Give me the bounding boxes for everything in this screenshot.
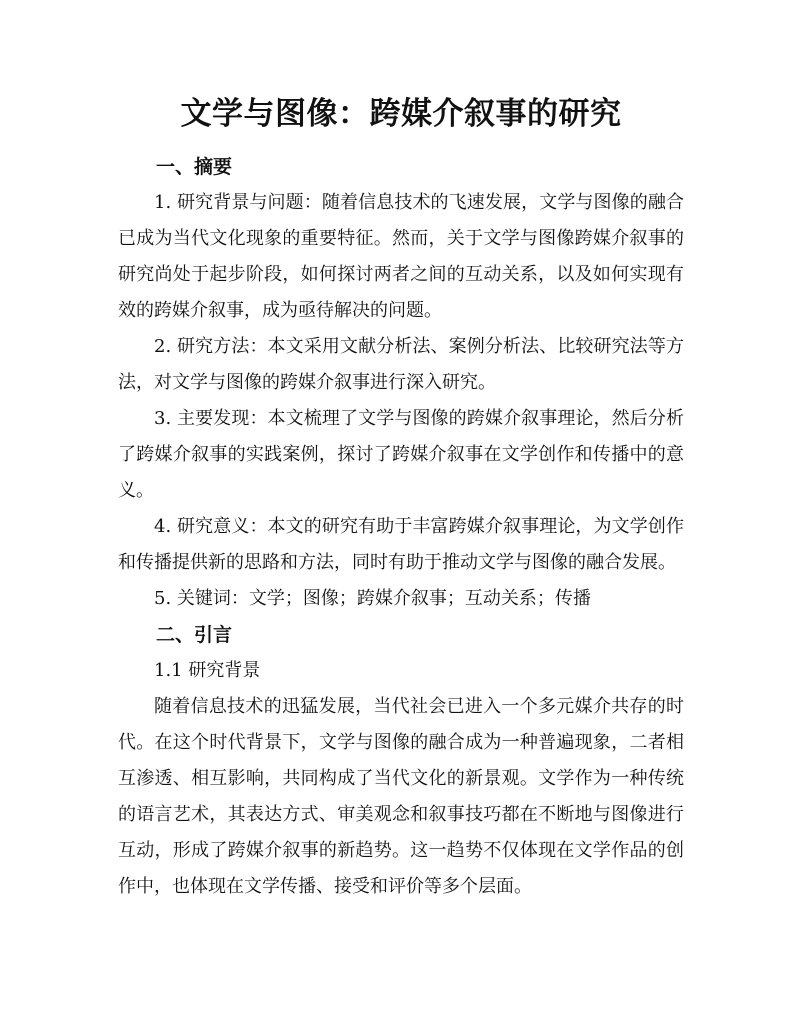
section-heading-abstract: 一、摘要 (156, 156, 233, 178)
abstract-item-findings: 3. 主要发现：本文梳理了文学与图像的跨媒介叙事理论，然后分析了跨媒介叙事的实践案例，探讨了跨媒介叙事在文学创作和传播中的意义。 (118, 408, 684, 501)
document-page (118, 94, 684, 905)
abstract-item-keywords: 5. 关键词：文学；图像；跨媒介叙事；互动关系；传播 (154, 588, 591, 609)
section-heading-introduction: 二、引言 (156, 624, 233, 646)
abstract-item-significance: 4. 研究意义：本文的研究有助于丰富跨媒介叙事理论，为文学创作和传播提供新的思路和方法，同时有助于推动文学与图像的融合发展。 (118, 516, 684, 573)
document-title: 文学与图像：跨媒介叙事的研究 (180, 96, 622, 132)
abstract-item-background: 1. 研究背景与问题：随着信息技术的飞速发展，文学与图像的融合已成为当代文化现象的重要特征。然而，关于文学与图像跨媒介叙事的研究尚处于起步阶段，如何探讨两者之间的互动关系，以及如何实现有效的跨媒介叙事，成为亟待解决的问题。 (118, 192, 684, 321)
abstract-item-methods: 2. 研究方法：本文采用文献分析法、案例分析法、比较研究法等方法，对文学与图像的跨媒介叙事进行深入研究。 (118, 336, 684, 393)
subsection-heading-background: 1.1 研究背景 (154, 660, 261, 681)
introduction-paragraph: 随着信息技术的迅猛发展，当代社会已进入一个多元媒介共存的时代。在这个时代背景下，文学与图像的融合成为一种普遍现象，二者相互渗透、相互影响，共同构成了当代文化的新景观。文学作为一种传统的语言艺术，其表达方式、审美观念和叙事技巧都在不断地与图像进行互动，形成了跨媒介叙事的新趋势。这一趋势不仅体现在文学作品的创作中，也体现在文学传播、接受和评价等多个层面。 (118, 696, 684, 897)
